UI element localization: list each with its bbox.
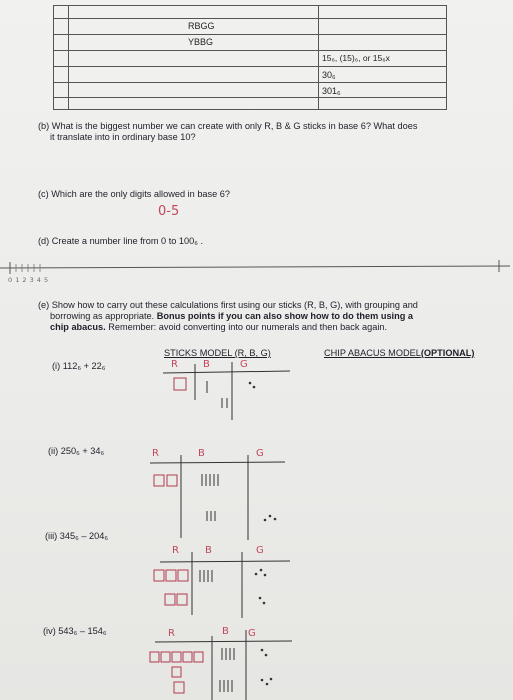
answer-c-handwritten: 0-5 — [158, 204, 180, 219]
sticks-sketch-ii — [150, 455, 285, 540]
label-g-1: G — [240, 359, 248, 370]
sticks-sketch-iv — [150, 630, 292, 700]
label-b-2: B — [198, 448, 205, 459]
label-r-4: R — [168, 628, 175, 639]
label-b-1: B — [203, 359, 210, 370]
table-cell-row6: 30₆ — [322, 70, 336, 80]
question-e-chip-abacus-text: chip abacus. — [50, 322, 106, 332]
table-cell-row7: 301₆ — [322, 86, 341, 96]
table-cell-row1: RBGG — [188, 21, 215, 31]
label-r-2: R — [152, 448, 159, 459]
question-d: (d) Create a number line from 0 to 100₆ . — [38, 236, 204, 246]
sticks-sketch-i — [163, 362, 290, 420]
table-cell-row5: 15₆, (15)₆, or 15₆x — [322, 53, 390, 63]
table-cell-row2: YBBG — [188, 37, 214, 47]
number-line-tick-labels: 0 1 2 3 4 5 — [8, 276, 49, 284]
question-e-line2-text: borrowing as appropriate. — [50, 311, 157, 321]
label-b-3: B — [205, 545, 212, 556]
chip-abacus-optional-text: (OPTIONAL) — [420, 348, 475, 358]
question-e-line3-text: Remember: avoid converting into our numerals and then back again. — [105, 322, 388, 332]
question-b-line2: it translate into in ordinary base 10? — [50, 132, 196, 142]
problem-i: (i) 112₆ + 22₆ — [52, 361, 106, 371]
chip-abacus-heading-text: CHIP ABACUS MODEL — [324, 348, 421, 358]
label-r-3: R — [172, 545, 179, 556]
question-e-bonus-text: Bonus points if you can also show how to do them using a — [156, 311, 413, 321]
question-c: (c) Which are the only digits allowed in base 6? — [38, 189, 231, 199]
sticks-sketch-iii — [154, 552, 290, 618]
question-e-line1: (e) Show how to carry out these calculations first using our sticks (R, B, G), with grouping and — [38, 300, 418, 310]
problem-ii: (ii) 250₆ + 34₆ — [48, 446, 105, 456]
problem-iii: (iii) 345₆ – 204₆ — [45, 531, 109, 541]
label-g-3: G — [256, 545, 264, 556]
label-b-4: B — [222, 626, 229, 637]
sticks-model-heading: STICKS MODEL (R, B, G) — [164, 348, 271, 358]
problem-iv: (iv) 543₆ – 154₆ — [43, 626, 107, 636]
label-r-1: R — [171, 359, 178, 370]
question-b-line1: (b) What is the biggest number we can create with only R, B & G sticks in base 6? What does — [38, 121, 418, 131]
label-g-2: G — [256, 448, 264, 459]
label-g-4: G — [248, 628, 256, 639]
